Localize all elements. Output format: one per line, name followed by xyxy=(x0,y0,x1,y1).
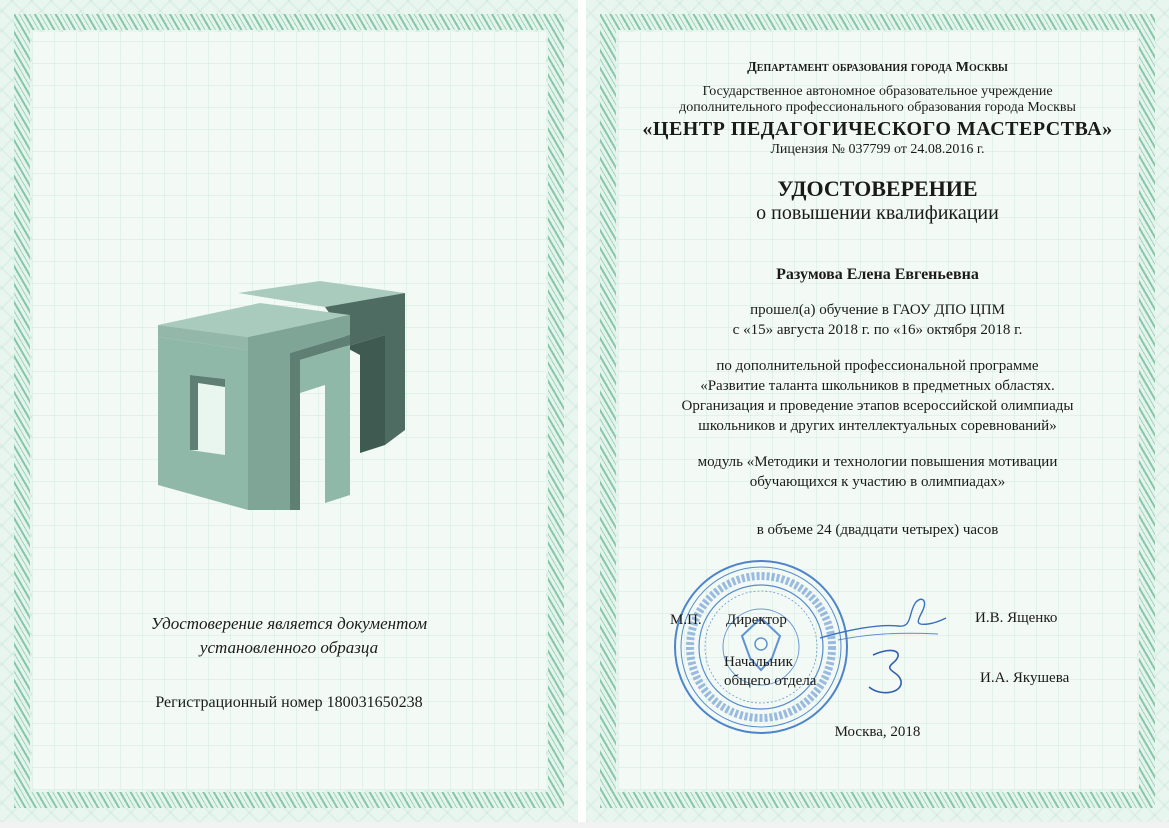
training-line: прошел(а) обучение в ГАОУ ДПО ЦПМ xyxy=(750,302,1005,318)
document-subtitle: о повышении квалификации xyxy=(756,202,999,224)
program-line: Организация и проведение этапов всероссийской олимпиады xyxy=(681,398,1074,414)
head-name: И.А. Якушева xyxy=(980,670,1070,686)
department-name: Департамент образования города Москвы xyxy=(747,60,1008,75)
institution-name xyxy=(586,84,1169,116)
seal-place-label: М.П. xyxy=(670,612,702,628)
center-name: «ЦЕНТР ПЕДАГОГИЧЕСКОГО МАСТЕРСТВА» xyxy=(642,118,1113,140)
registration-number: Регистрационный номер 180031650238 xyxy=(155,694,423,711)
module-info xyxy=(586,452,1169,492)
training-info xyxy=(586,300,1169,340)
page-gutter xyxy=(578,0,586,828)
document-title: УДОСТОВЕРЕНИЕ xyxy=(777,176,978,201)
institution-line: дополнительного профессионального образования города Москвы xyxy=(679,100,1076,115)
head-label-line: Начальник xyxy=(724,654,793,670)
program-line: школьников и других интеллектуальных соревнований» xyxy=(698,418,1057,434)
logo-inner-shadow xyxy=(345,335,385,453)
program-info xyxy=(586,356,1169,436)
city-year: Москва, 2018 xyxy=(834,724,921,740)
document-status-note xyxy=(0,612,578,660)
scan-bottom-edge xyxy=(0,822,1169,828)
note-line: Удостоверение является документом xyxy=(150,614,428,633)
director-signature-icon xyxy=(818,590,948,650)
director-name: И.В. Ященко xyxy=(975,610,1058,626)
program-line: по дополнительной профессиональной программе xyxy=(716,358,1039,374)
institution-line: Государственное автономное образовательное учреждение xyxy=(702,84,1053,99)
head-label xyxy=(724,653,816,691)
license-info: Лицензия № 037799 от 24.08.2016 г. xyxy=(770,142,985,157)
module-line: модуль «Методики и технологии повышения мотивации xyxy=(697,454,1058,470)
tspm-cube-logo-icon xyxy=(150,275,420,520)
training-dates: с «15» августа 2018 г. по «16» октября 2018 г. xyxy=(732,322,1023,338)
course-volume: в объеме 24 (двадцати четырех) часов xyxy=(756,522,999,538)
head-signature-icon xyxy=(855,645,925,700)
logo-leg-face xyxy=(300,345,350,503)
program-line: «Развитие таланта школьников в предметных областях. xyxy=(700,378,1055,394)
recipient-name: Разумова Елена Евгеньевна xyxy=(776,266,979,283)
director-label: Директор xyxy=(726,612,787,628)
note-line: установленного образца xyxy=(199,638,379,657)
module-line: обучающихся к участию в олимпиадах» xyxy=(749,474,1006,490)
head-label-line: общего отдела xyxy=(724,673,817,689)
